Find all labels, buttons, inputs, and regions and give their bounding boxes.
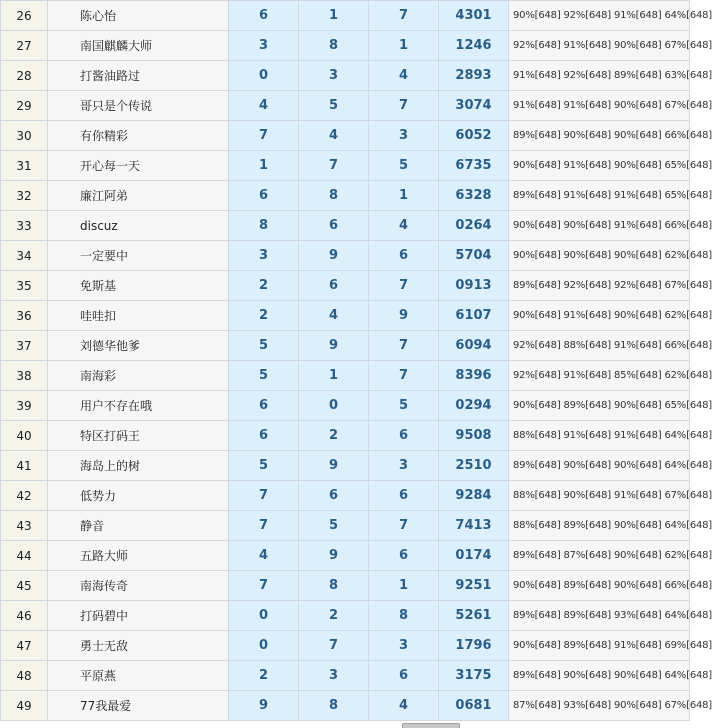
digit-1: 2 xyxy=(229,301,299,331)
row-number: 38 xyxy=(1,361,48,391)
username: 开心每一天 xyxy=(48,151,229,181)
digit-2: 7 xyxy=(299,631,369,661)
digit-1: 2 xyxy=(229,271,299,301)
digit-2: 0 xyxy=(299,391,369,421)
digit-3: 5 xyxy=(369,151,439,181)
row-number: 27 xyxy=(1,31,48,61)
digit-3: 1 xyxy=(369,181,439,211)
row-number: 31 xyxy=(1,151,48,181)
row-number: 29 xyxy=(1,91,48,121)
digit-3: 9 xyxy=(369,301,439,331)
username: 廉江阿弟 xyxy=(48,181,229,211)
hit-rate-stats: 88%[648] 91%[648] 91%[648] 64%[648] xyxy=(509,421,690,451)
table-row xyxy=(1,241,690,271)
code-number: 0681 xyxy=(439,691,509,721)
digit-1: 4 xyxy=(229,541,299,571)
digit-3: 6 xyxy=(369,661,439,691)
digit-3: 7 xyxy=(369,271,439,301)
hit-rate-stats: 90%[648] 89%[648] 91%[648] 69%[648] xyxy=(509,631,690,661)
code-number: 0264 xyxy=(439,211,509,241)
digit-1: 9 xyxy=(229,691,299,721)
row-number: 43 xyxy=(1,511,48,541)
row-number: 40 xyxy=(1,421,48,451)
digit-2: 1 xyxy=(299,361,369,391)
hit-rate-stats: 87%[648] 93%[648] 90%[648] 67%[648] xyxy=(509,691,690,721)
table-row xyxy=(1,601,690,631)
digit-2: 3 xyxy=(299,61,369,91)
table-row xyxy=(1,1,690,31)
digit-1: 2 xyxy=(229,661,299,691)
digit-2: 9 xyxy=(299,541,369,571)
code-number: 5261 xyxy=(439,601,509,631)
row-number: 47 xyxy=(1,631,48,661)
digit-2: 2 xyxy=(299,601,369,631)
digit-1: 3 xyxy=(229,241,299,271)
username: 用户不存在哦 xyxy=(48,391,229,421)
hit-rate-stats: 92%[648] 91%[648] 85%[648] 62%[648] xyxy=(509,361,690,391)
username: 南海传奇 xyxy=(48,571,229,601)
code-number: 3175 xyxy=(439,661,509,691)
digit-2: 9 xyxy=(299,331,369,361)
row-number: 49 xyxy=(1,691,48,721)
row-number: 34 xyxy=(1,241,48,271)
username: 一定要中 xyxy=(48,241,229,271)
digit-3: 7 xyxy=(369,91,439,121)
hit-rate-stats: 89%[648] 91%[648] 91%[648] 65%[648] xyxy=(509,181,690,211)
digit-3: 7 xyxy=(369,331,439,361)
hit-rate-stats: 90%[648] 91%[648] 90%[648] 62%[648] xyxy=(509,301,690,331)
code-number: 1246 xyxy=(439,31,509,61)
hit-rate-stats: 88%[648] 90%[648] 91%[648] 67%[648] xyxy=(509,481,690,511)
code-number: 5704 xyxy=(439,241,509,271)
table-row xyxy=(1,691,690,721)
hit-rate-stats: 91%[648] 91%[648] 90%[648] 67%[648] xyxy=(509,91,690,121)
digit-1: 0 xyxy=(229,601,299,631)
code-number: 4301 xyxy=(439,1,509,31)
table-row xyxy=(1,361,690,391)
code-number: 9284 xyxy=(439,481,509,511)
digit-3: 4 xyxy=(369,211,439,241)
hit-rate-stats: 90%[648] 92%[648] 91%[648] 64%[648] xyxy=(509,1,690,31)
code-number: 3074 xyxy=(439,91,509,121)
row-number: 26 xyxy=(1,1,48,31)
hit-rate-stats: 88%[648] 89%[648] 90%[648] 64%[648] xyxy=(509,511,690,541)
hit-rate-stats: 90%[648] 91%[648] 90%[648] 65%[648] xyxy=(509,151,690,181)
hit-rate-stats: 90%[648] 90%[648] 91%[648] 66%[648] xyxy=(509,211,690,241)
table-row xyxy=(1,511,690,541)
table-row xyxy=(1,571,690,601)
code-number: 0913 xyxy=(439,271,509,301)
code-number: 0294 xyxy=(439,391,509,421)
row-number: 28 xyxy=(1,61,48,91)
row-number: 37 xyxy=(1,331,48,361)
hit-rate-stats: 89%[648] 92%[648] 92%[648] 67%[648] xyxy=(509,271,690,301)
digit-1: 0 xyxy=(229,631,299,661)
row-number: 41 xyxy=(1,451,48,481)
digit-3: 3 xyxy=(369,121,439,151)
digit-3: 3 xyxy=(369,451,439,481)
row-number: 46 xyxy=(1,601,48,631)
row-number: 33 xyxy=(1,211,48,241)
hit-rate-stats: 90%[648] 89%[648] 90%[648] 65%[648] xyxy=(509,391,690,421)
username: 海岛上的树 xyxy=(48,451,229,481)
digit-2: 8 xyxy=(299,691,369,721)
digit-2: 6 xyxy=(299,211,369,241)
code-number: 9508 xyxy=(439,421,509,451)
username: 哇哇扣 xyxy=(48,301,229,331)
code-number: 0174 xyxy=(439,541,509,571)
username: 哥只是个传说 xyxy=(48,91,229,121)
table-row xyxy=(1,271,690,301)
digit-3: 6 xyxy=(369,421,439,451)
digit-1: 6 xyxy=(229,421,299,451)
digit-3: 4 xyxy=(369,61,439,91)
username: 南国麒麟大师 xyxy=(48,31,229,61)
digit-2: 6 xyxy=(299,481,369,511)
digit-3: 1 xyxy=(369,571,439,601)
table-row xyxy=(1,631,690,661)
digit-2: 9 xyxy=(299,241,369,271)
code-number: 6735 xyxy=(439,151,509,181)
digit-2: 8 xyxy=(299,181,369,211)
digit-1: 5 xyxy=(229,361,299,391)
hit-rate-stats: 89%[648] 90%[648] 90%[648] 66%[648] xyxy=(509,121,690,151)
digit-3: 8 xyxy=(369,601,439,631)
digit-2: 8 xyxy=(299,571,369,601)
username: 有你精彩 xyxy=(48,121,229,151)
table-row xyxy=(1,301,690,331)
code-number: 7413 xyxy=(439,511,509,541)
table-row xyxy=(1,481,690,511)
digit-1: 6 xyxy=(229,181,299,211)
digit-1: 3 xyxy=(229,31,299,61)
row-number: 35 xyxy=(1,271,48,301)
row-number: 36 xyxy=(1,301,48,331)
digit-1: 8 xyxy=(229,211,299,241)
username: 打码碧中 xyxy=(48,601,229,631)
username: 平原燕 xyxy=(48,661,229,691)
table-row xyxy=(1,421,690,451)
row-number: 42 xyxy=(1,481,48,511)
digit-3: 6 xyxy=(369,541,439,571)
digit-1: 6 xyxy=(229,1,299,31)
digit-1: 5 xyxy=(229,331,299,361)
code-number: 6107 xyxy=(439,301,509,331)
row-number: 30 xyxy=(1,121,48,151)
digit-1: 1 xyxy=(229,151,299,181)
username: 打酱油路过 xyxy=(48,61,229,91)
table-row xyxy=(1,391,690,421)
table-row xyxy=(1,151,690,181)
digit-2: 2 xyxy=(299,421,369,451)
digit-1: 7 xyxy=(229,481,299,511)
digit-1: 4 xyxy=(229,91,299,121)
code-number: 6094 xyxy=(439,331,509,361)
table-row xyxy=(1,121,690,151)
username: 特区打码王 xyxy=(48,421,229,451)
hit-rate-stats: 89%[648] 90%[648] 90%[648] 64%[648] xyxy=(509,661,690,691)
username: discuz xyxy=(48,211,229,241)
row-number: 44 xyxy=(1,541,48,571)
code-number: 2893 xyxy=(439,61,509,91)
digit-3: 6 xyxy=(369,241,439,271)
digit-3: 4 xyxy=(369,691,439,721)
code-number: 9251 xyxy=(439,571,509,601)
digit-2: 3 xyxy=(299,661,369,691)
username: 静音 xyxy=(48,511,229,541)
hit-rate-stats: 90%[648] 89%[648] 90%[648] 66%[648] xyxy=(509,571,690,601)
table-row xyxy=(1,31,690,61)
digit-1: 0 xyxy=(229,61,299,91)
hit-rate-stats: 89%[648] 87%[648] 90%[648] 62%[648] xyxy=(509,541,690,571)
digit-3: 7 xyxy=(369,361,439,391)
digit-2: 6 xyxy=(299,271,369,301)
digit-2: 1 xyxy=(299,1,369,31)
table-row xyxy=(1,331,690,361)
table-row xyxy=(1,61,690,91)
table-row xyxy=(1,541,690,571)
code-number: 8396 xyxy=(439,361,509,391)
hit-rate-stats: 92%[648] 91%[648] 90%[648] 67%[648] xyxy=(509,31,690,61)
username: 五路大师 xyxy=(48,541,229,571)
hit-rate-stats: 91%[648] 92%[648] 89%[648] 63%[648] xyxy=(509,61,690,91)
digit-3: 3 xyxy=(369,631,439,661)
row-number: 48 xyxy=(1,661,48,691)
table-row xyxy=(1,181,690,211)
digit-2: 5 xyxy=(299,91,369,121)
username: 刘德华他爹 xyxy=(48,331,229,361)
table-row xyxy=(1,211,690,241)
table-row xyxy=(1,661,690,691)
ranking-table-body xyxy=(1,1,712,721)
digit-2: 4 xyxy=(299,121,369,151)
digit-1: 6 xyxy=(229,391,299,421)
digit-3: 6 xyxy=(369,481,439,511)
code-number: 6052 xyxy=(439,121,509,151)
digit-1: 7 xyxy=(229,511,299,541)
digit-1: 7 xyxy=(229,571,299,601)
username: 勇士无敌 xyxy=(48,631,229,661)
username: 南海彩 xyxy=(48,361,229,391)
digit-2: 9 xyxy=(299,451,369,481)
row-number: 45 xyxy=(1,571,48,601)
digit-3: 7 xyxy=(369,1,439,31)
hit-rate-stats: 90%[648] 90%[648] 90%[648] 62%[648] xyxy=(509,241,690,271)
digit-2: 8 xyxy=(299,31,369,61)
digit-2: 4 xyxy=(299,301,369,331)
digit-3: 7 xyxy=(369,511,439,541)
username: 陈心怡 xyxy=(48,1,229,31)
table-row xyxy=(1,451,690,481)
username: 低势力 xyxy=(48,481,229,511)
digit-1: 5 xyxy=(229,451,299,481)
code-number: 2510 xyxy=(439,451,509,481)
hit-rate-stats: 89%[648] 90%[648] 90%[648] 64%[648] xyxy=(509,451,690,481)
code-number: 6328 xyxy=(439,181,509,211)
digit-1: 7 xyxy=(229,121,299,151)
digit-2: 5 xyxy=(299,511,369,541)
username: 77我最爱 xyxy=(48,691,229,721)
horizontal-scrollbar-thumb[interactable] xyxy=(402,723,460,728)
hit-rate-stats: 92%[648] 88%[648] 91%[648] 66%[648] xyxy=(509,331,690,361)
row-number: 32 xyxy=(1,181,48,211)
digit-3: 1 xyxy=(369,31,439,61)
table-row xyxy=(1,91,690,121)
code-number: 1796 xyxy=(439,631,509,661)
hit-rate-stats: 89%[648] 89%[648] 93%[648] 64%[648] xyxy=(509,601,690,631)
row-number: 39 xyxy=(1,391,48,421)
digit-2: 7 xyxy=(299,151,369,181)
digit-3: 5 xyxy=(369,391,439,421)
username: 免斯基 xyxy=(48,271,229,301)
